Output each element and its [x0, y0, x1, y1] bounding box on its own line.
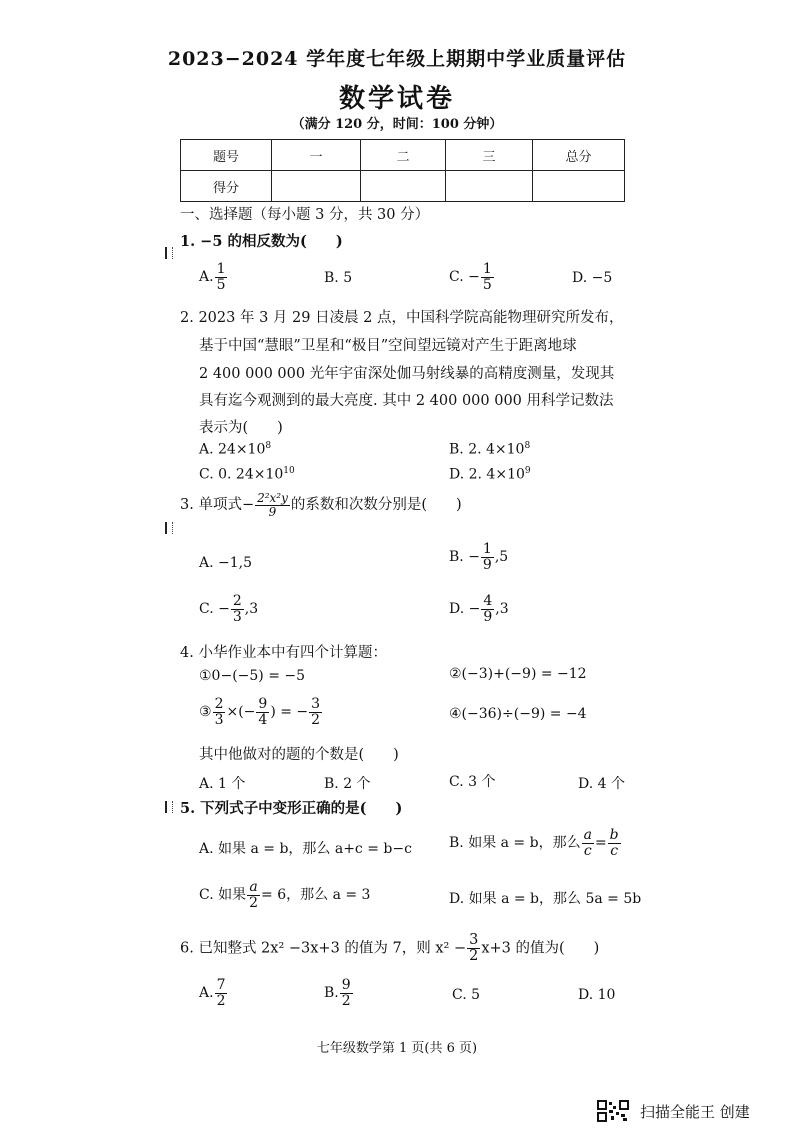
question-1-option-b: B. 5 [324, 270, 353, 286]
question-4-expression-3 [199, 697, 323, 727]
fraction [213, 697, 226, 727]
score-cell: 总分 [533, 140, 625, 171]
question-3-stem [180, 492, 462, 518]
fraction-numerator: 9 [341, 977, 351, 993]
fraction-numerator: 1 [216, 261, 226, 277]
question-5-option-d: D. 如果 a = b，那么 5a = 5b [449, 891, 642, 907]
fraction-denominator: c [583, 842, 592, 859]
fraction [582, 828, 594, 858]
fraction-numerator: 2 [214, 696, 224, 712]
option-text: C. 0. 24×10 [199, 466, 284, 483]
question-2-option-c [199, 466, 295, 483]
question-5-option-b [449, 828, 622, 858]
fraction-denominator: 5 [216, 276, 226, 293]
question-3-option-d [449, 594, 509, 624]
fraction-numerator: a [247, 880, 260, 896]
question-4-option-a: A. 1 个 [199, 776, 246, 792]
fraction-numerator: b [609, 827, 619, 843]
section-heading: 一、选择题（每小题 3 分，共 30 分） [180, 207, 430, 223]
fraction-denominator: 9 [268, 504, 277, 519]
binding-mark [165, 522, 173, 534]
question-1-option-c [449, 262, 495, 292]
question-5-option-a: A. 如果 a = b，那么 a+c = b−c [199, 841, 412, 857]
fraction-numerator: 4 [483, 593, 493, 609]
exam-title-line2: 数学试卷 [338, 84, 455, 114]
fraction-numerator: 3 [469, 932, 479, 948]
fraction-numerator: 9 [258, 696, 268, 712]
fraction-denominator: 3 [214, 711, 224, 728]
fraction [215, 262, 228, 292]
question-4-option-c: C. 3 个 [449, 774, 496, 790]
question-6-option-b [324, 978, 354, 1008]
question-4-option-b: B. 2 个 [324, 776, 371, 792]
binding-mark [165, 801, 173, 813]
fraction-denominator: 9 [483, 608, 493, 625]
score-cell-empty[interactable] [446, 171, 533, 202]
option-text: ,3 [244, 601, 259, 618]
exam-subtitle: （满分 120 分，时间：100 分钟） [291, 117, 503, 132]
question-1-stem: 1. −5 的相反数为( ) [180, 233, 343, 250]
fraction-numerator: 1 [482, 261, 492, 277]
score-cell-empty[interactable] [533, 171, 625, 202]
fraction-denominator: 2 [249, 894, 259, 911]
question-5-stem: 5. 下列式子中变形正确的是( ) [180, 800, 403, 817]
question-5-option-c [199, 880, 370, 910]
option-text: ,3 [495, 601, 509, 618]
stem-text: 6. 已知整式 2x² −3x+3 的值为 7，则 x² − [180, 940, 467, 957]
fraction-denominator: 2 [341, 992, 351, 1009]
score-cell: 三 [446, 140, 533, 171]
question-2-line: 2 400 000 000 光年宇宙深处伽马射线暴的高精度测量，发现其 [199, 366, 615, 382]
question-4-option-d: D. 4 个 [578, 776, 625, 792]
option-label: B. − [449, 549, 480, 566]
question-6-option-c: C. 5 [452, 987, 481, 1003]
question-6-stem [180, 933, 599, 964]
stem-text: x+3 的值为( ) [481, 940, 600, 957]
option-label: D. − [449, 601, 481, 618]
option-text: C. 如果 [199, 887, 247, 904]
fraction-denominator: 2 [216, 992, 226, 1009]
fraction [231, 594, 244, 624]
option-text: ,5 [494, 549, 509, 566]
question-4-question: 其中他做对的题的个数是( ) [199, 747, 399, 763]
question-3-option-b [449, 542, 508, 572]
score-table-score-row [181, 171, 625, 202]
question-4-expression-2: ②(−3)+(−9) = −12 [449, 666, 587, 682]
score-cell-empty[interactable] [272, 171, 361, 202]
question-4-expression-4: ④(−36)÷(−9) = −4 [449, 706, 587, 722]
fraction [256, 697, 269, 727]
fraction [247, 880, 260, 910]
page-footer: 七年级数学第 1 页(共 6 页) [316, 1041, 478, 1056]
fraction-numerator: 7 [216, 977, 226, 993]
option-text: = [594, 835, 607, 852]
question-3-option-c [199, 594, 258, 624]
exam-title-line1: 2023−2024 学年度七年级上期期中学业质量评估 [167, 48, 627, 70]
fraction-denominator: 9 [482, 556, 492, 573]
exponent: 9 [524, 466, 531, 476]
fraction-numerator: a [583, 827, 592, 843]
expression-text: ③ [199, 704, 212, 721]
fraction-denominator: 3 [232, 608, 242, 625]
option-text: = 6，那么 a = 3 [261, 887, 371, 904]
binding-mark [165, 247, 173, 259]
option-label: B. [324, 985, 339, 1002]
question-2-option-d [449, 466, 531, 483]
question-2-line: 2. 2023 年 3 月 29 日凌晨 2 点，中国科学院高能物理研究所发布， [180, 310, 624, 326]
expression-text: ) = − [270, 704, 309, 721]
fraction-denominator: 5 [482, 276, 492, 293]
fraction-denominator: 4 [258, 711, 268, 728]
fraction-numerator: 2 [232, 593, 242, 609]
fraction-denominator: c [610, 842, 619, 859]
fraction [215, 978, 228, 1008]
option-label: A. [199, 985, 214, 1002]
question-4-stem: 4. 小华作业本中有四个计算题： [180, 645, 387, 661]
option-label: C. − [449, 269, 480, 286]
score-cell: 二 [361, 140, 446, 171]
fraction [255, 492, 290, 518]
question-1-option-d: D. −5 [572, 270, 613, 286]
option-text: D. 2. 4×10 [449, 466, 525, 483]
score-table-header-row [181, 140, 625, 171]
option-text: A. 24×10 [199, 441, 266, 458]
option-text: B. 2. 4×10 [449, 441, 525, 458]
scanner-watermark: 扫描全能王 创建 [640, 1103, 750, 1121]
fraction-numerator: 3 [311, 696, 321, 712]
score-cell-empty[interactable] [361, 171, 446, 202]
question-2-line: 具有迄今观测到的最大亮度. 其中 2 400 000 000 用科学记数法 [199, 393, 614, 409]
exponent: 10 [283, 466, 295, 476]
expression-text: ×(− [226, 704, 256, 721]
qr-code-icon [597, 1100, 629, 1132]
score-cell: 一 [272, 140, 361, 171]
score-cell: 题号 [181, 140, 272, 171]
fraction-numerator: 2²x²y [257, 491, 288, 505]
question-4-expression-1: ①0−(−5) = −5 [199, 668, 306, 684]
fraction-denominator: 2 [469, 948, 479, 965]
fraction [608, 828, 621, 858]
option-text: B. 如果 a = b，那么 [449, 835, 581, 852]
fraction [481, 594, 494, 624]
question-2-option-b [449, 441, 530, 458]
fraction-denominator: 2 [311, 711, 321, 728]
fraction [309, 697, 322, 727]
question-6-option-a [199, 978, 228, 1008]
exponent: 8 [265, 441, 272, 451]
fraction-numerator: 1 [482, 541, 492, 557]
exponent: 8 [524, 441, 531, 451]
question-6-option-d: D. 10 [578, 987, 616, 1003]
question-2-line: 基于中国“慧眼”卫星和“极目”空间望远镜对产生于距离地球 [199, 338, 577, 354]
score-cell: 得分 [181, 171, 272, 202]
question-3-option-a: A. −1,5 [199, 555, 253, 571]
fraction [481, 542, 494, 572]
question-2-line: 表示为( ) [199, 420, 283, 436]
question-2-option-a [199, 441, 271, 458]
fraction [340, 978, 353, 1008]
stem-text: 3. 单项式− [180, 497, 255, 514]
option-label: A. [199, 269, 214, 286]
fraction [467, 933, 480, 964]
fraction [481, 262, 494, 292]
stem-text: 的系数和次数分别是( ) [290, 497, 462, 514]
score-table [180, 139, 625, 202]
question-1-option-a [199, 262, 228, 292]
option-label: C. − [199, 601, 230, 618]
